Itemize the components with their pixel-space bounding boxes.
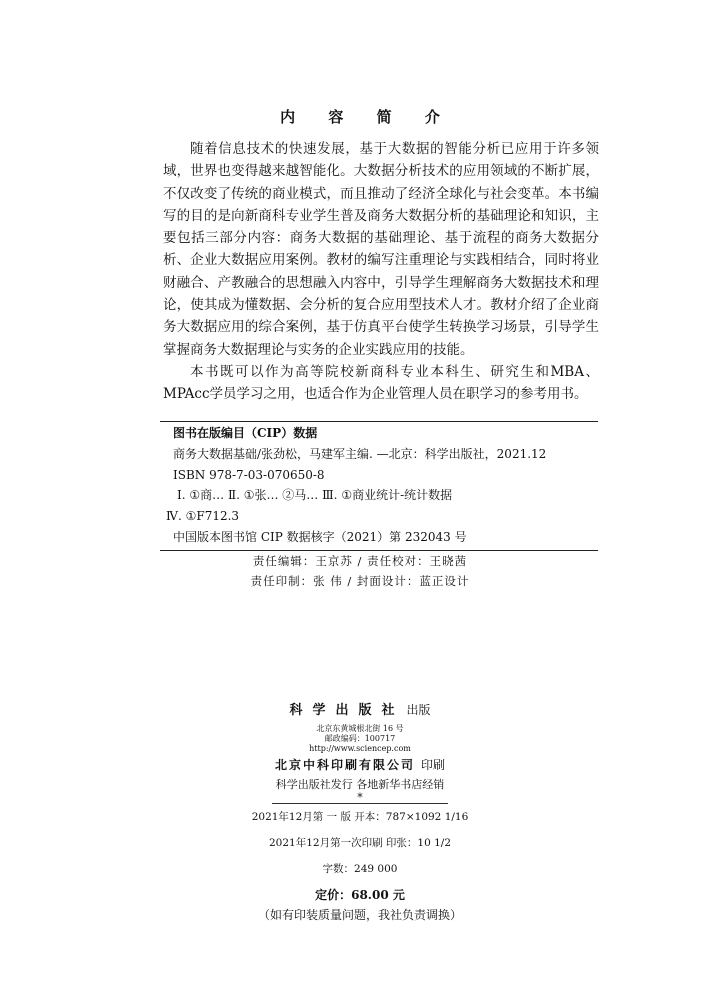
cip-record-number: 中国版本图书馆 CIP 数据核字（2021）第 232043 号 [173,529,467,544]
publisher-name: 科学出版社 [289,703,405,718]
publisher-verb: 出版 [406,703,431,717]
word-count: 字数：249 000 [322,863,398,875]
printer-name: 北京中科印刷有限公司 [274,758,415,772]
imprint-block [0,697,720,924]
edition-line: 2021年12月第 一 版 开本：787×1092 1/16 [251,811,469,823]
cip-isbn: ISBN 978-7-03-070650-8 [173,467,325,482]
price: 定价：68.00 元 [315,888,405,902]
summary-body [163,138,599,406]
publisher-postcode: 邮政编码：100717 [324,734,396,743]
cip-classification-line: Ⅰ. ①商… Ⅱ. ①张… ②马… Ⅲ. ①商业统计-统计数据 [177,488,453,503]
publisher-website: http://www.sciencep.com [309,744,411,753]
cip-top-rule [160,421,598,422]
printing-line: 2021年12月第一次印刷 印张：10 1/2 [268,837,452,849]
distribution-line: 科学出版社发行 各地新华书店经销 [275,778,445,791]
cip-block [166,423,598,548]
summary-paragraph: 本书既可以作为高等院校新商科专业本科生、研究生和MBA、MPAcc学员学习之用，也适合作为企业管理人员在职学习的参考用书。 [163,363,599,403]
quality-note: （如有印装质量问题，我社负责调换） [257,908,462,922]
editor-credit-line: 责任编辑：王京苏 / 责任校对：王晓茜 [252,554,468,568]
editor-credit-line: 责任印制：张 伟 / 封面设计：蓝正设计 [250,574,470,588]
publisher-address: 北京东黄城根北街 16 号 [316,724,404,733]
summary-title: 内 容 简 介 [280,108,454,126]
editorial-credits [0,551,720,591]
summary-paragraph: 随着信息技术的快速发展，基于大数据的智能分析已应用于许多领域，世界也变得越来越智能化。大数据分析技术的应用领域的不断扩展，不仅改变了传统的商业模式，而且推动了经济全球化与社会变革。本书编写的目的是向新商科专业学生普及商务大数据分析的基础理论和知识，主要包括三部分内容：商务大数据的基础理论、基于流程的商务大数据分析、企业大数据应用案例。教材的编写注重理论与实践相结合，同时将业财融合、产教融合的思想融入内容中，引导学生理解商务大数据技术和理论，使其成为懂数据、会分析的复合应用型技术人才。教材介绍了企业商务大数据应用的综合案例，基于仿真平台使学生转换学习场景，引导学生掌握商务大数据理论与实务的企业实践应用的技能。 [163,141,599,358]
publisher-line [0,697,720,724]
cip-bibliographic-line: 商务大数据基础/张劲松，马建军主编. —北京：科学出版社，2021.12 [173,446,547,461]
printer-verb: 印刷 [421,758,446,772]
separator-star: * [357,791,363,804]
printer-line [0,754,720,776]
cip-classification-line: Ⅳ. ①F712.3 [166,509,240,524]
cip-heading: 图书在版编目（CIP）数据 [173,426,318,440]
